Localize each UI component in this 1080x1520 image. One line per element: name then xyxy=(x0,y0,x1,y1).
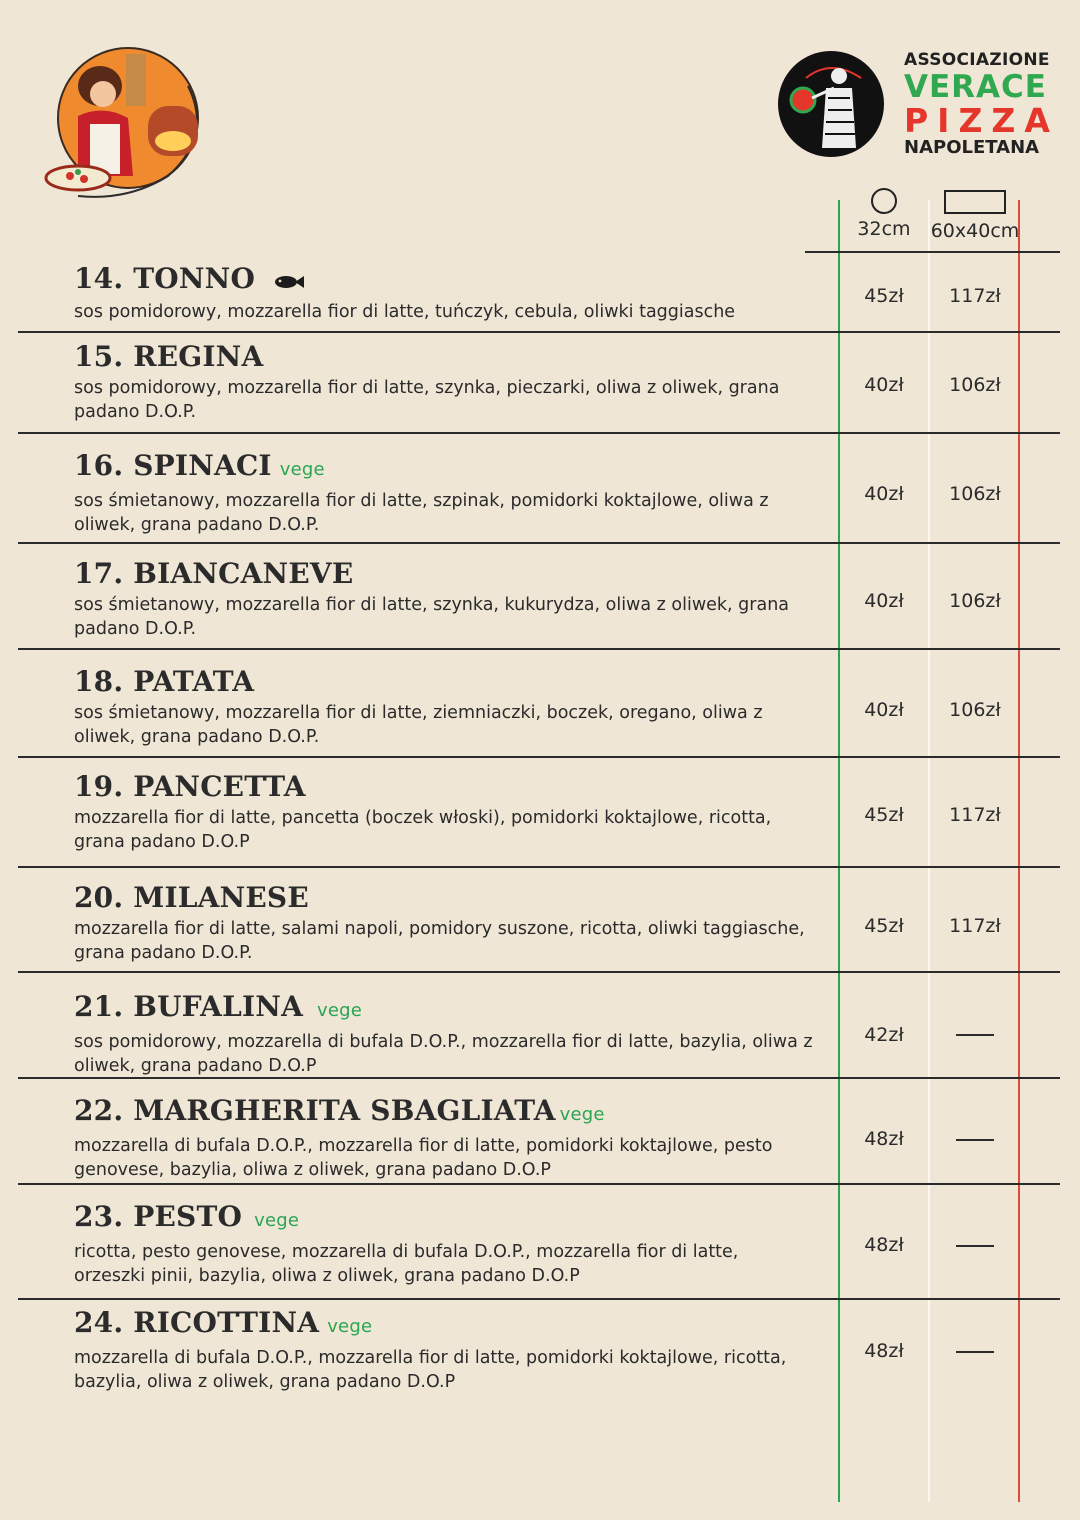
menu-item xyxy=(74,449,814,537)
item-title-row xyxy=(74,990,814,1028)
row-divider xyxy=(18,542,1060,544)
item-title: 19. PANCETTA xyxy=(74,770,306,803)
vege-tag: vege xyxy=(317,1000,363,1021)
item-title-row xyxy=(74,340,814,374)
row-divider xyxy=(18,432,1060,434)
vege-tag: vege xyxy=(254,1210,300,1231)
row-divider xyxy=(18,331,1060,333)
column-header-small xyxy=(848,188,920,240)
menu-item xyxy=(74,1306,814,1394)
row-divider xyxy=(18,756,1060,758)
item-description: sos pomidorowy, mozzarella fior di latte, tuńczyk, cebula, oliwki taggiasche xyxy=(74,301,736,322)
item-title-row xyxy=(74,449,814,487)
item-description: sos śmietanowy, mozzarella fior di latte, ziemniaczki, boczek, oregano, oliwa z oliwek, grana padano D.O.P. xyxy=(74,703,763,747)
item-title: 17. BIANCANEVE xyxy=(74,557,354,590)
price-32cm: 48zł xyxy=(864,1340,904,1362)
price-32cm: 40zł xyxy=(864,699,904,721)
menu-item xyxy=(74,881,814,965)
item-title: 23. PESTO xyxy=(74,1200,243,1233)
menu-item xyxy=(74,1200,814,1288)
pizzeria-logo xyxy=(38,46,218,198)
item-title: 21. BUFALINA xyxy=(74,990,304,1023)
fish-icon xyxy=(273,264,305,298)
item-title-row xyxy=(74,881,814,915)
vege-tag: vege xyxy=(279,459,325,480)
item-title: 18. PATATA xyxy=(74,665,255,698)
flag-line-green xyxy=(838,200,840,1502)
price-unavailable-dash xyxy=(956,1245,994,1247)
item-description: sos śmietanowy, mozzarella fior di latte, szpinak, pomidorki koktajlowe, oliwa z oliwek, grana padano D.O.P. xyxy=(74,491,769,535)
item-description: sos śmietanowy, mozzarella fior di latte, szynka, kukurydza, oliwa z oliwek, grana padano D.O.P. xyxy=(74,595,790,639)
item-title: 22. MARGHERITA SBAGLIATA xyxy=(74,1094,556,1127)
price-60x40cm: 106zł xyxy=(949,590,1001,612)
price-32cm: 48zł xyxy=(864,1234,904,1256)
price-60x40cm: 106zł xyxy=(949,374,1001,396)
row-divider xyxy=(18,1183,1060,1185)
item-title-row xyxy=(74,1200,814,1238)
column-label-large: 60x40cm xyxy=(930,220,1020,242)
row-divider xyxy=(18,1077,1060,1079)
item-description: sos pomidorowy, mozzarella fior di latte, szynka, pieczarki, oliwa z oliwek, grana padano D.O.P. xyxy=(74,378,780,422)
row-divider xyxy=(18,866,1060,868)
price-60x40cm: 117zł xyxy=(949,804,1001,826)
round-pizza-icon xyxy=(871,188,897,214)
price-unavailable-dash xyxy=(956,1351,994,1353)
column-label-small: 32cm xyxy=(857,218,911,240)
item-title-row xyxy=(74,665,814,699)
item-description: ricotta, pesto genovese, mozzarella di bufala D.O.P., mozzarella fior di latte, orzeszki pinii, bazylia, oliwa z oliwek, grana padano D.O.P xyxy=(74,1242,739,1286)
price-32cm: 42zł xyxy=(864,1024,904,1046)
price-32cm: 45zł xyxy=(864,285,904,307)
item-description: mozzarella fior di latte, salami napoli, pomidory suszone, ricotta, oliwki taggiasche, grana padano D.O.P. xyxy=(74,919,805,963)
price-60x40cm: 106zł xyxy=(949,483,1001,505)
column-header-large xyxy=(930,188,1020,242)
row-divider xyxy=(18,1298,1060,1300)
menu-item xyxy=(74,665,814,749)
avpn-pizza: PIZZA xyxy=(904,101,1059,140)
price-60x40cm: 117zł xyxy=(949,915,1001,937)
menu-item xyxy=(74,262,814,324)
price-32cm: 40zł xyxy=(864,374,904,396)
vege-tag: vege xyxy=(559,1104,605,1125)
price-60x40cm: 117zł xyxy=(949,285,1001,307)
price-32cm: 40zł xyxy=(864,483,904,505)
price-32cm: 48zł xyxy=(864,1128,904,1150)
price-unavailable-dash xyxy=(956,1139,994,1141)
item-title-row xyxy=(74,557,814,591)
item-title-row xyxy=(74,262,814,298)
price-32cm: 45zł xyxy=(864,804,904,826)
row-divider xyxy=(18,971,1060,973)
item-title-row xyxy=(74,1094,814,1132)
header-divider xyxy=(805,251,1060,253)
menu-item xyxy=(74,990,814,1078)
item-title: 14. TONNO xyxy=(74,262,256,295)
avpn-verace: VERACE xyxy=(904,69,1047,105)
menu-item xyxy=(74,770,814,854)
row-divider xyxy=(18,648,1060,650)
item-description: mozzarella di bufala D.O.P., mozzarella fior di latte, pomidorki koktajlowe, ricotta, bazylia, oliwa z oliwek, grana padano D.O.P xyxy=(74,1348,787,1392)
item-title: 24. RICOTTINA xyxy=(74,1306,320,1339)
menu-item xyxy=(74,1094,814,1182)
avpn-napoletana: NAPOLETANA xyxy=(904,137,1040,158)
menu-item xyxy=(74,340,814,424)
item-title: 15. REGINA xyxy=(74,340,264,373)
price-32cm: 45zł xyxy=(864,915,904,937)
price-60x40cm: 106zł xyxy=(949,699,1001,721)
item-title: 16. SPINACI xyxy=(74,449,272,482)
rectangular-pizza-icon xyxy=(944,190,1006,214)
avpn-logo xyxy=(776,48,1059,160)
menu-item xyxy=(74,557,814,641)
pizzaiolo-badge-icon xyxy=(776,48,886,160)
item-title-row xyxy=(74,770,814,804)
price-unavailable-dash xyxy=(956,1034,994,1036)
price-32cm: 40zł xyxy=(864,590,904,612)
item-title-row xyxy=(74,1306,814,1344)
item-description: mozzarella di bufala D.O.P., mozzarella fior di latte, pomidorki koktajlowe, pesto genovese, bazylia, oliwa z oliwek, grana padano D.O.P xyxy=(74,1136,773,1180)
item-description: mozzarella fior di latte, pancetta (boczek włoski), pomidorki koktajlowe, ricotta, grana padano D.O.P xyxy=(74,808,772,852)
item-title: 20. MILANESE xyxy=(74,881,309,914)
vege-tag: vege xyxy=(327,1316,373,1337)
item-description: sos pomidorowy, mozzarella di bufala D.O.P., mozzarella fior di latte, bazylia, oliwa z oliwek, grana padano D.O.P xyxy=(74,1032,813,1076)
avpn-associazione: ASSOCIAZIONE xyxy=(904,50,1050,70)
